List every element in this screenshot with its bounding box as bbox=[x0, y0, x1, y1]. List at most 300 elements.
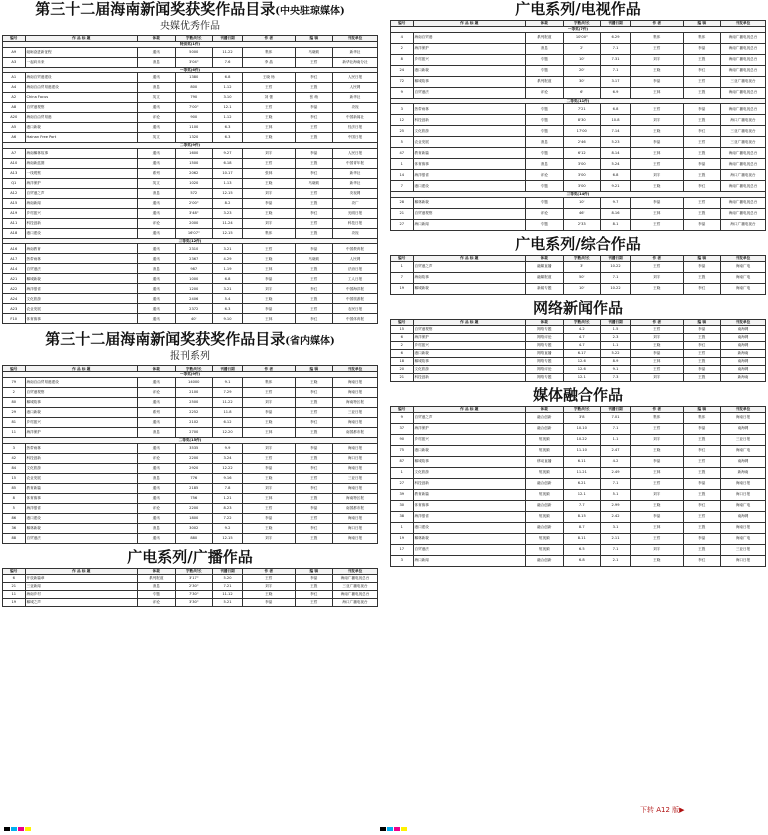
table-cell: A3 bbox=[3, 57, 26, 67]
table-cell: 李红 bbox=[295, 208, 333, 218]
column-header: 作 者 bbox=[631, 319, 684, 325]
table-cell: 通讯 bbox=[138, 377, 176, 387]
table-cell: 5.20 bbox=[213, 574, 243, 582]
table-cell: 海南广播电视总台 bbox=[721, 148, 766, 159]
table-cell: A9 bbox=[3, 47, 26, 57]
table-cell: 王哲 bbox=[243, 387, 296, 397]
table-cell: 集体 bbox=[243, 228, 296, 238]
section-composite: 广电系列/综合作品 bbox=[515, 234, 641, 253]
table-cell: 7'30" bbox=[175, 590, 213, 598]
table-cell: 椰林新貌 bbox=[413, 533, 526, 544]
table-cell: 800 bbox=[175, 83, 213, 93]
table-cell: 王晓 bbox=[243, 294, 296, 304]
table-cell: 李晶 bbox=[631, 456, 684, 467]
table-cell: 2'00" bbox=[175, 198, 213, 208]
table-cell: 7.29 bbox=[213, 387, 243, 397]
table-cell: 27 bbox=[391, 478, 414, 489]
table-cell: A24 bbox=[3, 294, 26, 304]
table-row bbox=[391, 522, 766, 533]
table-cell: 李晶 bbox=[295, 574, 333, 582]
table-cell: 海南广播电视总台 bbox=[721, 65, 766, 76]
table-cell: 自贸港法 bbox=[25, 264, 138, 274]
table-cell: A13 bbox=[3, 168, 26, 178]
table-cell: 通讯 bbox=[138, 443, 176, 453]
table-row bbox=[3, 113, 378, 123]
table-row bbox=[391, 54, 766, 65]
table-cell: 王胜 bbox=[295, 228, 333, 238]
table-cell: 2185 bbox=[175, 483, 213, 493]
section-media-fusion: 媒体融合作品 bbox=[532, 385, 623, 404]
table-cell: 通讯 bbox=[138, 208, 176, 218]
table-cell: 系列报道 bbox=[138, 574, 176, 582]
table-cell: 王哲 bbox=[295, 274, 333, 284]
table-row bbox=[3, 93, 378, 103]
table-cell: 三亚广播电视台 bbox=[721, 137, 766, 148]
table-row bbox=[391, 445, 766, 456]
table-cell: 25 bbox=[391, 126, 414, 137]
color-registration-marks bbox=[4, 816, 32, 820]
table-cell: 80 bbox=[3, 397, 26, 407]
table-cell: 12.1 bbox=[563, 489, 601, 500]
table-cell: 6.8 bbox=[213, 73, 243, 83]
table-cell: 海口日报 bbox=[333, 523, 378, 533]
table-cell: 李红 bbox=[295, 483, 333, 493]
table-cell: 2 bbox=[3, 387, 26, 397]
table-cell: 港口建设 bbox=[413, 522, 526, 533]
table-cell: 海南故事 bbox=[413, 272, 526, 283]
table-cell: 消息 bbox=[138, 427, 176, 437]
table-cell: 体育赛事 bbox=[413, 159, 526, 170]
table-cell: 王哲 bbox=[295, 123, 333, 133]
table-cell: 热带雨林 bbox=[25, 254, 138, 264]
column-header: 体裁 bbox=[138, 366, 176, 372]
table-cell: 3'00 bbox=[563, 159, 601, 170]
table-cell: 海口日报 bbox=[721, 489, 766, 500]
table-row bbox=[3, 218, 378, 228]
table-cell: 王胜 bbox=[683, 373, 721, 381]
table-row bbox=[3, 443, 378, 453]
table-cell: 王晓 bbox=[243, 178, 296, 188]
table-cell: 3 bbox=[391, 555, 414, 566]
table-row bbox=[3, 463, 378, 473]
table-cell: 8 bbox=[391, 54, 414, 65]
table-cell: 系列 bbox=[138, 407, 176, 417]
award-group-label: 特别奖(1件) bbox=[3, 42, 378, 48]
table-cell: 30' bbox=[563, 76, 601, 87]
column-header: 作 者 bbox=[631, 21, 684, 27]
table-cell: 海南广电 bbox=[721, 445, 766, 456]
table-cell: 王晓 bbox=[631, 341, 684, 349]
table-cell: 通讯 bbox=[138, 463, 176, 473]
table-cell: 海南广电 bbox=[721, 283, 766, 294]
table-cell: 1 bbox=[391, 261, 414, 272]
table-cell: 集体 bbox=[683, 32, 721, 43]
table-cell: 10.22 bbox=[601, 283, 631, 294]
table-cell: 椰城故事 bbox=[413, 76, 526, 87]
table-row bbox=[3, 483, 378, 493]
table-cell: 李红 bbox=[683, 341, 721, 349]
table-cell: 1 bbox=[391, 159, 414, 170]
table-cell: 14000 bbox=[175, 377, 213, 387]
table-cell: 19 bbox=[391, 533, 414, 544]
table-cell: 央广 bbox=[333, 198, 378, 208]
table-cell: 新海南 bbox=[721, 349, 766, 357]
table-cell: 海南日报 bbox=[333, 417, 378, 427]
table-cell: 李晶 bbox=[631, 137, 684, 148]
table-row bbox=[3, 178, 378, 188]
table-cell: 王哲 bbox=[295, 188, 333, 198]
table-cell: 李晶 bbox=[243, 463, 296, 473]
table-cell: 2'33 bbox=[563, 219, 601, 230]
table-cell: 李晶 bbox=[631, 511, 684, 522]
table-cell: 自贸港之声 bbox=[413, 261, 526, 272]
column-header: 字数/时长 bbox=[563, 255, 601, 261]
table-cell: 4 bbox=[391, 32, 414, 43]
table-cell: 李晶 bbox=[243, 513, 296, 523]
table-cell: 消息 bbox=[138, 188, 176, 198]
table-cell: 38 bbox=[391, 511, 414, 522]
table-row bbox=[3, 284, 378, 294]
table-cell: 987 bbox=[175, 264, 213, 274]
table-cell: 新闻专题 bbox=[526, 283, 564, 294]
table-cell: 海南日报 bbox=[333, 463, 378, 473]
table-cell: 2.3 bbox=[601, 333, 631, 341]
award-group-label: 二等奖(15件) bbox=[3, 437, 378, 443]
table-cell: 王哲 bbox=[295, 598, 333, 606]
left-column bbox=[2, 0, 378, 607]
table-cell: 李红 bbox=[683, 181, 721, 192]
table-cell: 2'46 bbox=[563, 137, 601, 148]
table-cell: 三亚日报 bbox=[333, 407, 378, 417]
table-cell: 新华社 bbox=[333, 47, 378, 57]
table-cell: 7 bbox=[391, 272, 414, 283]
award-group-label: 二等奖(9件) bbox=[3, 143, 378, 149]
column-header: 刊发单位 bbox=[721, 255, 766, 261]
table-cell: 文化旅游 bbox=[25, 294, 138, 304]
table-cell: 新海南 bbox=[721, 467, 766, 478]
table-cell: 刘宇 bbox=[243, 533, 296, 543]
column-header: 作 者 bbox=[243, 366, 296, 372]
table-cell: 12.6 bbox=[563, 357, 601, 365]
table-cell: 中国体育报 bbox=[333, 314, 378, 324]
table-row bbox=[3, 254, 378, 264]
table-cell: 椰城故事 bbox=[413, 456, 526, 467]
table-cell: 王哲 bbox=[295, 304, 333, 314]
table-cell: 王胜 bbox=[683, 54, 721, 65]
table-cell: 李红 bbox=[683, 126, 721, 137]
table-row bbox=[3, 493, 378, 503]
column-header: 刊播日期 bbox=[213, 568, 243, 574]
column-header: 作 品 标 题 bbox=[413, 21, 526, 27]
table-cell: 三亚新闻 bbox=[25, 582, 138, 590]
column-header: 刊发单位 bbox=[721, 319, 766, 325]
table-cell: 11.8 bbox=[213, 407, 243, 417]
table-cell: 王胜 bbox=[683, 434, 721, 445]
table-cell: 1.12 bbox=[213, 113, 243, 123]
table-cell: 王哲 bbox=[631, 365, 684, 373]
color-registration-marks-mid bbox=[380, 816, 408, 820]
table-row bbox=[391, 456, 766, 467]
table-cell: 通讯 bbox=[138, 73, 176, 83]
table-cell: 2.42 bbox=[601, 511, 631, 522]
award-group-label: 三等奖(14件) bbox=[391, 192, 766, 198]
table-cell: 1320 bbox=[175, 133, 213, 143]
table-cell: 6.29 bbox=[601, 32, 631, 43]
table-row bbox=[3, 473, 378, 483]
table-cell: 专题 bbox=[526, 197, 564, 208]
table-cell: 通讯 bbox=[138, 417, 176, 427]
table-cell: 王晓 bbox=[631, 555, 684, 566]
column-header: 刊发单位 bbox=[721, 406, 766, 412]
table-cell: 工人日报 bbox=[333, 274, 378, 284]
table-cell: 3'04" bbox=[175, 57, 213, 67]
table-cell: 6.5 bbox=[563, 544, 601, 555]
table-cell: 海南广播电视总台 bbox=[721, 87, 766, 98]
table-cell: 王胜 bbox=[295, 582, 333, 590]
subtitle-central: 央媒优秀作品 bbox=[160, 21, 220, 32]
column-header: 字数/时长 bbox=[175, 568, 213, 574]
table-cell: 5.1 bbox=[601, 489, 631, 500]
table-cell: 通讯 bbox=[138, 103, 176, 113]
table-cell: 8.7 bbox=[563, 522, 601, 533]
table-cell: 自贸港观察 bbox=[25, 103, 138, 113]
table-cell: 海洋保护 bbox=[25, 427, 138, 437]
table-cell: 王哲 bbox=[295, 218, 333, 228]
table-cell: 集体 bbox=[683, 412, 721, 423]
table-row bbox=[391, 283, 766, 294]
table-cell: 科技日报 bbox=[333, 218, 378, 228]
table-cell: 李晶 bbox=[631, 349, 684, 357]
table-cell: 4.7 bbox=[563, 341, 601, 349]
table-cell: 海洋强省 bbox=[413, 170, 526, 181]
table-cell: 李红 bbox=[295, 168, 333, 178]
table-cell: 28 bbox=[391, 197, 414, 208]
table-cell: 1 bbox=[391, 467, 414, 478]
table-cell: 海南日报 bbox=[721, 522, 766, 533]
table-cell: 海南自贸港 bbox=[413, 32, 526, 43]
table-cell: 8.2 bbox=[213, 198, 243, 208]
table-cell: 新华社 bbox=[333, 168, 378, 178]
award-group-label: 三等奖(12件) bbox=[3, 238, 378, 244]
table-cell: 通讯 bbox=[138, 513, 176, 523]
table-cell: 海口新闻 bbox=[413, 219, 526, 230]
table-cell: 体育赛事 bbox=[413, 500, 526, 511]
table-cell: 王胜 bbox=[683, 544, 721, 555]
table-cell: 王哲 bbox=[295, 57, 333, 67]
table-cell: 7.1 bbox=[601, 478, 631, 489]
table-row bbox=[3, 294, 378, 304]
table-cell: 三亚广播电视台 bbox=[721, 126, 766, 137]
table-cell: 刘宇 bbox=[631, 489, 684, 500]
table-cell: 王胜 bbox=[295, 198, 333, 208]
table-cell: 6 bbox=[3, 574, 26, 582]
table-cell: 评论 bbox=[526, 208, 564, 219]
table-cell: 王胜 bbox=[295, 533, 333, 543]
table-cell: A17 bbox=[3, 254, 26, 264]
table-cell: 10' bbox=[563, 283, 601, 294]
table-cell: 央视 bbox=[333, 103, 378, 113]
table-cell: 通讯 bbox=[138, 284, 176, 294]
table-cell: 李红 bbox=[295, 284, 333, 294]
table-cell: 10.17 bbox=[213, 168, 243, 178]
column-header: 刊播日期 bbox=[213, 36, 243, 42]
table-cell: 港口新貌 bbox=[25, 123, 138, 133]
table-cell: 海南广播电视总台 bbox=[721, 43, 766, 54]
table-cell: 李晶 bbox=[243, 598, 296, 606]
column-header: 编 辑 bbox=[295, 36, 333, 42]
table-cell: 系列报道 bbox=[526, 32, 564, 43]
table-cell: 通讯 bbox=[138, 254, 176, 264]
table-cell: 11.24 bbox=[213, 218, 243, 228]
table-row bbox=[391, 76, 766, 87]
table-cell: 乡村振兴 bbox=[25, 417, 138, 427]
table-cell: 王胜 bbox=[683, 489, 721, 500]
table-cell: 消息 bbox=[526, 159, 564, 170]
table-cell: 880 bbox=[175, 533, 213, 543]
table-cell: 27 bbox=[391, 219, 414, 230]
table-cell: 三亚日报 bbox=[333, 473, 378, 483]
table-cell: 刘宇 bbox=[631, 272, 684, 283]
table-cell: 刘宇 bbox=[243, 483, 296, 493]
table-cell: 刘宇 bbox=[243, 397, 296, 407]
column-header: 作 品 标 题 bbox=[25, 36, 138, 42]
table-cell: 5 bbox=[391, 137, 414, 148]
table-cell: 李红 bbox=[295, 590, 333, 598]
table-cell: 20 bbox=[391, 365, 414, 373]
table-cell: 海南自贸港建设 bbox=[25, 73, 138, 83]
section-radio: 广电系列/广播作品 bbox=[127, 547, 253, 566]
table-cell: 李晶 bbox=[683, 423, 721, 434]
table-cell: 热带雨林 bbox=[25, 443, 138, 453]
table-cell: 南国都市报 bbox=[333, 427, 378, 437]
table-cell: 6 bbox=[391, 349, 414, 357]
table-cell: 南海网 bbox=[721, 333, 766, 341]
column-header: 编号 bbox=[391, 319, 414, 325]
table-cell: 75 bbox=[391, 445, 414, 456]
table-cell: 王胜 bbox=[683, 272, 721, 283]
table-cell: 10' bbox=[563, 197, 601, 208]
table-cell: 人民日报 bbox=[333, 148, 378, 158]
table-cell: 王晓 杨 bbox=[243, 73, 296, 83]
table-cell: 1500 bbox=[175, 158, 213, 168]
table-cell: 王胜 bbox=[295, 294, 333, 304]
table-cell: 2062 bbox=[175, 168, 213, 178]
table-cell: 海南日报 bbox=[333, 483, 378, 493]
column-header: 作 者 bbox=[631, 406, 684, 412]
table-cell: 5.21 bbox=[213, 598, 243, 606]
table-cell: 9.7 bbox=[601, 197, 631, 208]
table-cell: 8.14 bbox=[601, 148, 631, 159]
table-cell: 10'00" bbox=[563, 32, 601, 43]
table-cell: 海口日报 bbox=[333, 453, 378, 463]
table-cell: 21 bbox=[3, 582, 26, 590]
table-cell: 短视频 bbox=[526, 544, 564, 555]
table-cell: 王哲 bbox=[243, 83, 296, 93]
table-cell: 文化旅游 bbox=[413, 365, 526, 373]
table-cell: 12.1 bbox=[213, 103, 243, 113]
table-cell: 自贸港之声 bbox=[413, 412, 526, 423]
table-row bbox=[391, 357, 766, 365]
table-cell: 7.14 bbox=[601, 126, 631, 137]
column-header: 刊播日期 bbox=[601, 319, 631, 325]
table-cell: 三亚日报 bbox=[721, 544, 766, 555]
table-cell: 6.8 bbox=[601, 104, 631, 115]
table-cell: 1100 bbox=[175, 123, 213, 133]
table-cell: 12.15 bbox=[213, 228, 243, 238]
continued-footer: 下转 A12 版▶ bbox=[640, 806, 685, 814]
table-cell: 50' bbox=[563, 272, 601, 283]
table-cell: 海南广播电视总台 bbox=[333, 574, 378, 582]
table-row bbox=[391, 349, 766, 357]
table-cell: 30 bbox=[391, 500, 414, 511]
table-cell: 教育新篇 bbox=[25, 483, 138, 493]
table-cell: 2.99 bbox=[601, 500, 631, 511]
column-header: 字数/时长 bbox=[563, 406, 601, 412]
table-cell: 新华社海南分社 bbox=[333, 57, 378, 67]
table-cell: 6.3 bbox=[213, 304, 243, 314]
table-cell: 3'48" bbox=[175, 208, 213, 218]
table-cell: 776 bbox=[175, 473, 213, 483]
table-row bbox=[391, 126, 766, 137]
table-cell: 李红 bbox=[295, 523, 333, 533]
table-cell: 刘宇 bbox=[243, 582, 296, 590]
table-cell: 王哲 bbox=[683, 197, 721, 208]
table-cell: A22 bbox=[3, 284, 26, 294]
table-cell: 王哲 bbox=[631, 423, 684, 434]
table-cell: 网络专题 bbox=[526, 341, 564, 349]
table-cell: 评论 bbox=[526, 170, 564, 181]
table-cell: 王哲 bbox=[683, 349, 721, 357]
table-cell: 72 bbox=[391, 76, 414, 87]
table-cell: 2' bbox=[563, 43, 601, 54]
table-cell: 马晓莉 bbox=[295, 178, 333, 188]
table-cell: 11.22 bbox=[213, 397, 243, 407]
column-header: 编号 bbox=[391, 21, 414, 27]
table-cell: 7.6 bbox=[213, 57, 243, 67]
table-cell: 海洋强省 bbox=[413, 511, 526, 522]
table-row bbox=[391, 544, 766, 555]
table-cell: 海南广播电视总台 bbox=[721, 32, 766, 43]
table-cell: 王胜 bbox=[683, 208, 721, 219]
column-header: 刊播日期 bbox=[601, 255, 631, 261]
table-cell: 评论 bbox=[138, 503, 176, 513]
column-header: 编号 bbox=[3, 366, 26, 372]
table-cell: A10 bbox=[3, 158, 26, 168]
table-cell: Hainan Free Port bbox=[25, 133, 138, 143]
table-cell: 融合创新 bbox=[526, 522, 564, 533]
table-cell: 8 bbox=[3, 493, 26, 503]
table-cell: 新华社 bbox=[333, 93, 378, 103]
table-cell: 2.47 bbox=[601, 445, 631, 456]
table-cell: 通讯 bbox=[138, 148, 176, 158]
table-row bbox=[391, 159, 766, 170]
column-header: 刊播日期 bbox=[601, 406, 631, 412]
table-cell: 自贸港观察 bbox=[25, 387, 138, 397]
column-header: 体裁 bbox=[526, 319, 564, 325]
table-cell: 10.22 bbox=[563, 434, 601, 445]
table-cell: A20 bbox=[3, 113, 26, 123]
table-row bbox=[3, 523, 378, 533]
table-row bbox=[3, 304, 378, 314]
table-cell: 短视频 bbox=[526, 533, 564, 544]
table-cell: 消息 bbox=[138, 582, 176, 590]
table-cell: 李晶 bbox=[243, 304, 296, 314]
table-cell: 通讯 bbox=[138, 493, 176, 503]
table-cell: 椰城之声 bbox=[25, 598, 138, 606]
table-cell: 经济日报 bbox=[333, 123, 378, 133]
table-cell: 中国新闻社 bbox=[333, 113, 378, 123]
table-cell: 李红 bbox=[683, 445, 721, 456]
